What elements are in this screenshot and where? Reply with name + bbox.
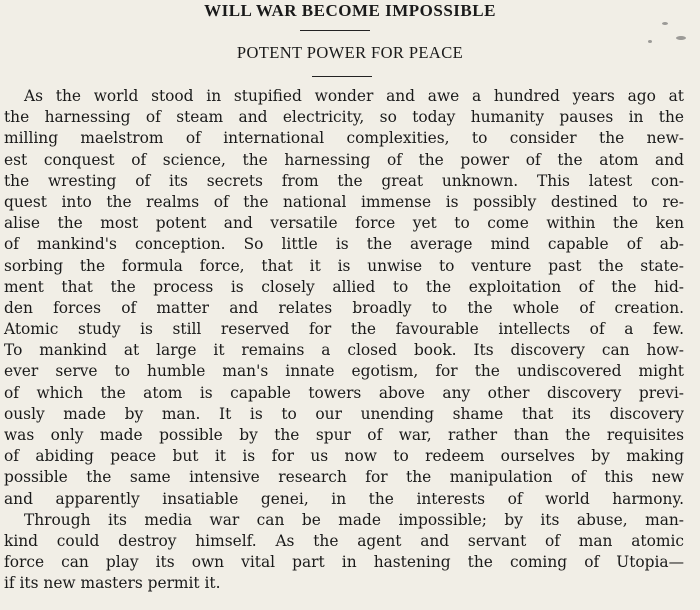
article-line: ously made by man. It is to our unending shame that its discovery: [4, 404, 684, 423]
article-line: To mankind at large it remains a closed book. Its discovery can how-: [4, 341, 684, 360]
ink-speck: [662, 22, 668, 25]
article-line: possible the same intensive research for the manipulation of this new: [4, 468, 684, 487]
headline: WILL WAR BECOME IMPOSSIBLE: [204, 1, 496, 20]
article-line: Through its media war can be made impossible; by its abuse, man-: [24, 510, 684, 529]
article-body: [4, 86, 684, 595]
headline-rule: [300, 30, 370, 31]
ink-speck: [676, 36, 686, 40]
article-line: alise the most potent and versatile force yet to come within the ken: [4, 214, 684, 233]
article-line: of mankind's conception. So little is the average mind capable of ab-: [4, 235, 684, 254]
article-line: quest into the realms of the national immense is possibly destined to re-: [4, 192, 684, 211]
article-line: was only made possible by the spur of war, rather than the requisites: [4, 426, 684, 444]
article-line: if its new masters permit it.: [4, 574, 221, 593]
article-line: milling maelstrom of international complexities, to consider the new-: [4, 129, 684, 148]
article-line: As the world stood in stupified wonder and awe a hundred years ago at: [24, 87, 684, 105]
article-line: ever serve to humble man's innate egotism, for the undiscovered might: [4, 362, 684, 381]
article-line: force can play its own vital part in hastening the coming of Utopia—: [4, 553, 684, 572]
article-line: kind could destroy himself. As the agent and servant of man atomic: [4, 531, 684, 550]
article-line: and apparently insatiable genei, in the interests of world harmony.: [4, 489, 684, 508]
article-line: of abiding peace but it is for us now to redeem ourselves by making: [4, 447, 684, 466]
article-line: Atomic study is still reserved for the favourable intellects of a few.: [4, 320, 684, 339]
article-line: of which the atom is capable towers above any other discovery previ-: [4, 383, 684, 402]
article-line: den forces of matter and relates broadly to the whole of creation.: [4, 298, 684, 317]
article-line: est conquest of science, the harnessing of the power of the atom and: [4, 150, 684, 169]
article-line: sorbing the formula force, that it is unwise to venture past the state-: [4, 256, 684, 275]
article-line: the wresting of its secrets from the great unknown. This latest con-: [4, 171, 684, 190]
article-line: ment that the process is closely allied to the exploitation of the hid-: [4, 277, 684, 296]
subheadline: POTENT POWER FOR PEACE: [236, 43, 464, 62]
subheadline-rule: [312, 76, 372, 77]
ink-speck: [648, 40, 652, 43]
article-line: the harnessing of steam and electricity, so today humanity pauses in the: [4, 108, 684, 127]
